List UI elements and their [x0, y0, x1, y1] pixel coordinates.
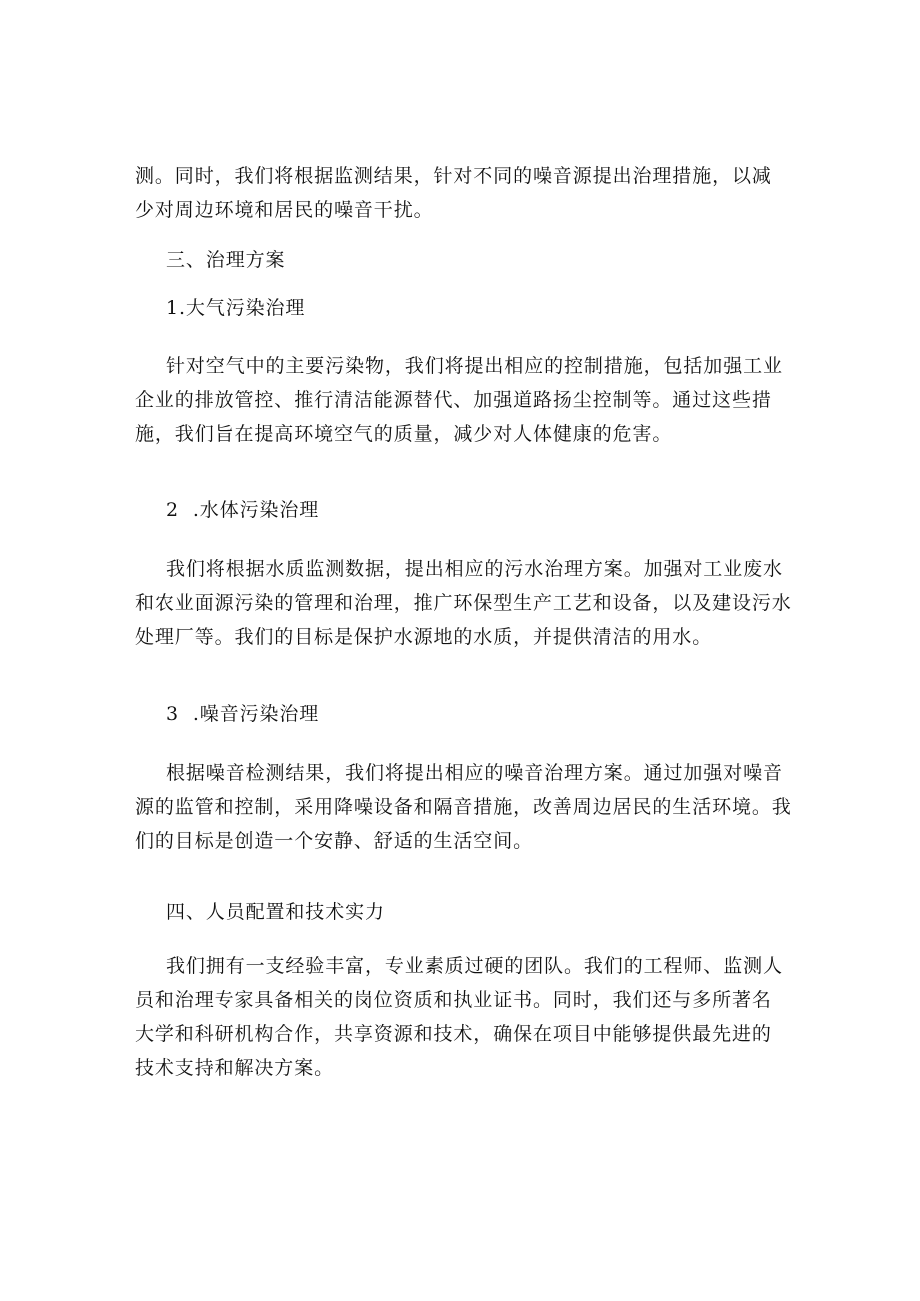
paragraph-line: 我们将根据水质监测数据，提出相应的污水治理方案。加强对工业废水: [166, 558, 783, 580]
paragraph-line: 企业的排放管控、推行清洁能源替代、加强道路扬尘控制等。通过这些措: [135, 389, 772, 411]
paragraph-line: 大学和科研机构合作，共享资源和技术，确保在项目中能够提供最先进的: [135, 1023, 772, 1045]
paragraph-line: 我们拥有一支经验丰富，专业素质过硬的团队。我们的工程师、监测人: [166, 955, 783, 977]
staffing-paragraph: [135, 949, 797, 1085]
heading-text: 1.大气污染治理: [166, 297, 306, 319]
heading-text: 2 .水体污染治理: [166, 499, 320, 521]
paragraph-line: 测。同时，我们将根据监测结果，针对不同的噪音源提出治理措施，以减: [135, 165, 772, 187]
subsection-heading-air: [135, 291, 797, 325]
water-pollution-paragraph: [135, 552, 797, 654]
paragraph-line: 技术支持和解决方案。: [135, 1057, 335, 1079]
intro-paragraph: [135, 159, 797, 227]
heading-text: 3 .噪音污染治理: [166, 703, 320, 725]
section-heading-4: [135, 895, 797, 929]
section-heading-3: [135, 243, 797, 277]
paragraph-line: 少对周边环境和居民的噪音干扰。: [135, 199, 434, 221]
heading-text: 三、治理方案: [166, 249, 286, 271]
paragraph-line: 根据噪音检测结果，我们将提出相应的噪音治理方案。通过加强对噪音: [166, 762, 783, 784]
paragraph-line: 处理厂等。我们的目标是保护水源地的水质，并提供清洁的用水。: [135, 626, 713, 648]
noise-pollution-paragraph: [135, 756, 797, 858]
subsection-heading-water: [135, 493, 797, 527]
heading-text: 四、人员配置和技术实力: [166, 901, 385, 923]
paragraph-line: 员和治理专家具备相关的岗位资质和执业证书。同时，我们还与多所著名: [135, 989, 772, 1011]
paragraph-line: 们的目标是创造一个安静、舒适的生活空间。: [135, 830, 534, 852]
paragraph-line: 和农业面源污染的管理和治理，推广环保型生产工艺和设备，以及建设污水: [135, 592, 792, 614]
paragraph-line: 源的监管和控制，采用降噪设备和隔音措施，改善周边居民的生活环境。我: [135, 796, 792, 818]
paragraph-line: 施，我们旨在提高环境空气的质量，减少对人体健康的危害。: [135, 423, 673, 445]
subsection-heading-noise: [135, 697, 797, 731]
air-pollution-paragraph: [135, 349, 797, 451]
paragraph-line: 针对空气中的主要污染物，我们将提出相应的控制措施，包括加强工业: [166, 355, 783, 377]
